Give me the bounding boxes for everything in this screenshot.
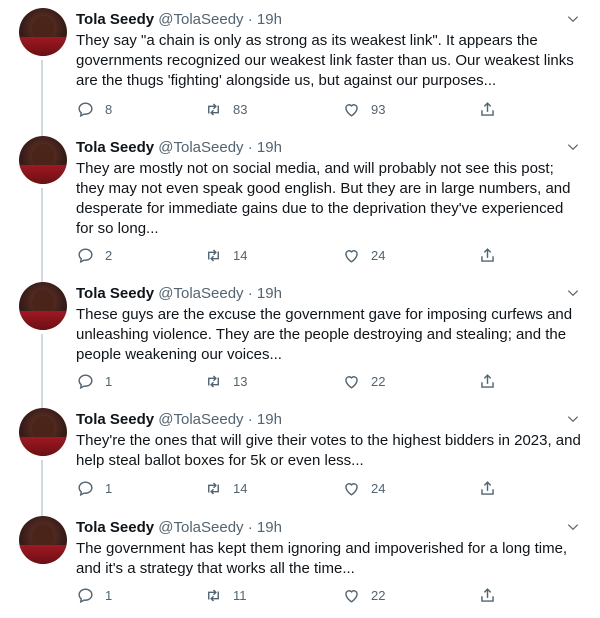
avatar[interactable] (19, 8, 67, 56)
share-button[interactable] (478, 245, 497, 265)
retweet-count: 14 (233, 247, 248, 263)
like-button[interactable] (342, 371, 385, 391)
separator-dot: · (247, 139, 253, 156)
tweet-text: They're the ones that will give their votes to the highest bidders in 2023, and help steal ballot boxes for 5k or even less... (76, 432, 581, 469)
share-icon (478, 100, 497, 119)
like-count: 24 (371, 247, 386, 263)
reply-count: 8 (105, 101, 113, 117)
share-icon (478, 479, 497, 498)
share-icon (478, 586, 497, 605)
separator-dot: · (247, 11, 253, 28)
share-icon (478, 372, 497, 391)
reply-button[interactable] (76, 585, 112, 605)
reply-button[interactable] (76, 371, 112, 391)
retweet-button[interactable] (204, 99, 247, 119)
like-count: 93 (371, 101, 386, 117)
retweet-count: 11 (233, 587, 247, 603)
retweet-icon (204, 246, 223, 265)
reply-count: 1 (105, 480, 113, 496)
tweet-header (76, 284, 282, 303)
author-handle[interactable]: @TolaSeedy (158, 411, 244, 428)
thread-connector (41, 128, 43, 136)
avatar[interactable] (19, 282, 67, 330)
tweet[interactable] (0, 274, 600, 400)
share-button[interactable] (478, 478, 497, 498)
reply-count: 2 (105, 247, 113, 263)
retweet-button[interactable] (204, 371, 247, 391)
timestamp[interactable]: 19h (256, 285, 282, 302)
timestamp[interactable]: 19h (256, 411, 282, 428)
tweet[interactable] (0, 508, 600, 618)
share-icon (478, 246, 497, 265)
author-name[interactable]: Tola Seedy (76, 11, 155, 28)
like-button[interactable] (342, 99, 385, 119)
avatar[interactable] (19, 516, 67, 564)
timestamp[interactable]: 19h (256, 139, 282, 156)
tweet-header (76, 10, 282, 29)
heart-icon (342, 372, 361, 391)
reply-icon (76, 586, 95, 605)
share-button[interactable] (478, 99, 497, 119)
retweet-count: 14 (233, 480, 248, 496)
heart-icon (342, 100, 361, 119)
thread-connector (41, 274, 43, 282)
retweet-button[interactable] (204, 478, 247, 498)
tweet-actions (76, 245, 556, 265)
like-button[interactable] (342, 478, 385, 498)
avatar[interactable] (19, 408, 67, 456)
thread-connector (41, 508, 43, 516)
author-name[interactable]: Tola Seedy (76, 411, 155, 428)
like-button[interactable] (342, 585, 385, 605)
avatar[interactable] (19, 136, 67, 184)
tweet-text: They say "a chain is only as strong as its weakest link". It appears the governments recognized our weakest link faster than us. Our weakest links are the thugs 'fighting' alongside us, but against our purposes... (76, 32, 574, 89)
author-handle[interactable]: @TolaSeedy (158, 139, 244, 156)
reply-icon (76, 372, 95, 391)
author-handle[interactable]: @TolaSeedy (158, 11, 244, 28)
reply-count: 1 (105, 587, 113, 603)
retweet-button[interactable] (204, 245, 247, 265)
author-name[interactable]: Tola Seedy (76, 285, 155, 302)
reply-button[interactable] (76, 478, 112, 498)
retweet-icon (204, 372, 223, 391)
tweet-text: They are mostly not on social media, and will probably not see this post; they may not even speak good english. But they are in large numbers, and desperate for immediate gains due to the deprivation they've experienced for so long... (76, 160, 571, 237)
separator-dot: · (247, 411, 253, 428)
separator-dot: · (247, 285, 253, 302)
chevron-down-icon[interactable] (566, 12, 580, 26)
tweet[interactable] (0, 0, 600, 128)
share-button[interactable] (478, 585, 497, 605)
tweet-text: The government has kept them ignoring and impoverished for a long time, and it's a strategy that works all the time... (76, 540, 568, 577)
tweet[interactable] (0, 400, 600, 508)
retweet-icon (204, 100, 223, 119)
retweet-count: 83 (233, 101, 248, 117)
tweet-actions (76, 478, 556, 498)
reply-count: 1 (105, 373, 113, 389)
reply-icon (76, 246, 95, 265)
author-handle[interactable]: @TolaSeedy (158, 519, 244, 536)
tweet[interactable] (0, 128, 600, 274)
reply-button[interactable] (76, 245, 112, 265)
retweet-button[interactable] (204, 585, 247, 605)
timestamp[interactable]: 19h (256, 519, 282, 536)
retweet-count: 13 (233, 373, 248, 389)
chevron-down-icon[interactable] (566, 412, 580, 426)
tweet-text: These guys are the excuse the government gave for imposing curfews and unleashing violence. They are the people destroying and stealing; and the people weakening our voices... (76, 306, 573, 363)
reply-icon (76, 100, 95, 119)
like-count: 24 (371, 480, 386, 496)
tweet-actions (76, 585, 556, 605)
heart-icon (342, 246, 361, 265)
thread-connector (41, 188, 43, 282)
thread-connector (41, 400, 43, 408)
author-handle[interactable]: @TolaSeedy (158, 285, 244, 302)
chevron-down-icon[interactable] (566, 140, 580, 154)
tweet-actions (76, 371, 556, 391)
timestamp[interactable]: 19h (256, 11, 282, 28)
like-count: 22 (371, 587, 386, 603)
heart-icon (342, 586, 361, 605)
tweet-header (76, 410, 282, 429)
heart-icon (342, 479, 361, 498)
like-count: 22 (371, 373, 386, 389)
author-name[interactable]: Tola Seedy (76, 139, 155, 156)
thread-connector (41, 60, 43, 136)
like-button[interactable] (342, 245, 385, 265)
share-button[interactable] (478, 371, 497, 391)
tweet-header (76, 518, 282, 537)
thread-connector (41, 334, 43, 408)
retweet-icon (204, 479, 223, 498)
reply-button[interactable] (76, 99, 112, 119)
author-name[interactable]: Tola Seedy (76, 519, 155, 536)
chevron-down-icon[interactable] (566, 520, 580, 534)
tweet-header (76, 138, 282, 157)
reply-icon (76, 479, 95, 498)
tweet-actions (76, 99, 556, 119)
chevron-down-icon[interactable] (566, 286, 580, 300)
retweet-icon (204, 586, 223, 605)
separator-dot: · (247, 519, 253, 536)
